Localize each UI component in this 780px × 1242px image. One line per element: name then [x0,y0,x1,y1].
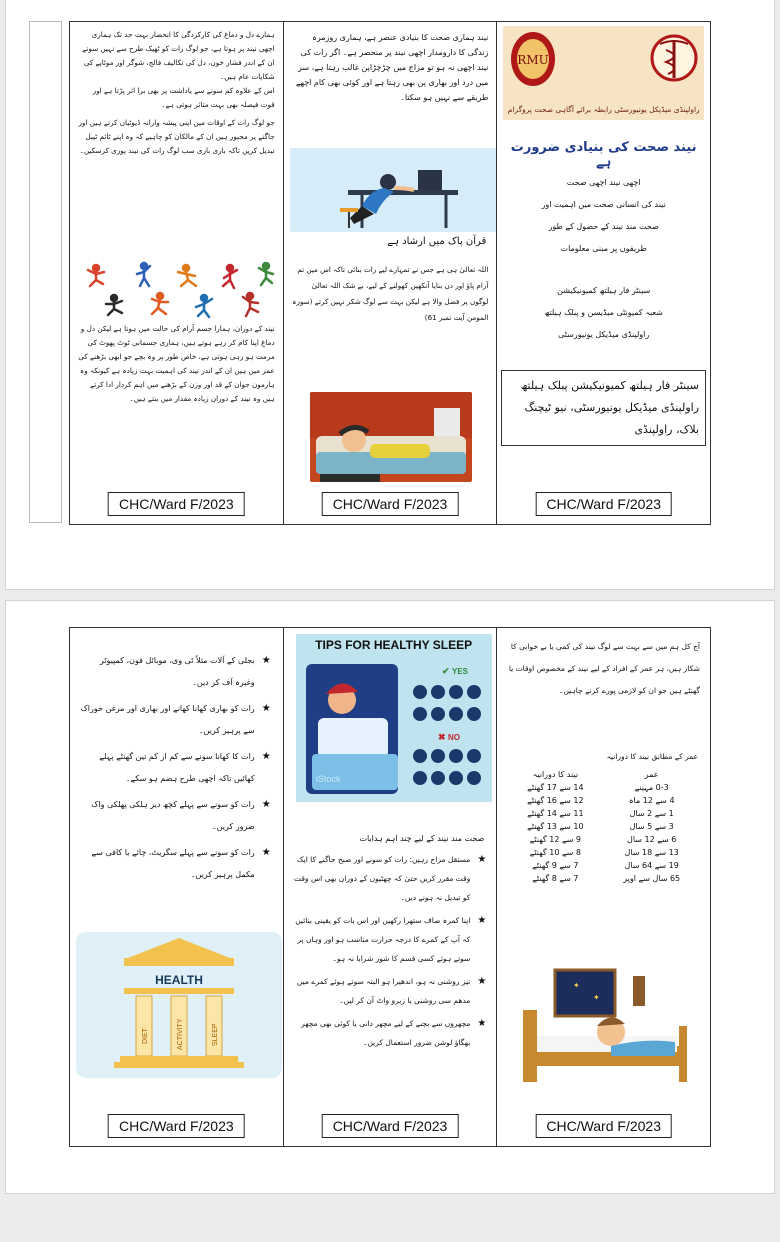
health-label: HEALTH [155,973,203,987]
tip-item [80,698,271,742]
svg-text:✦: ✦ [573,981,581,990]
star-bullet-icon: ★ [477,915,487,926]
sleep-duration-table [507,768,700,885]
image-title: TIPS FOR HEALTHY SLEEP [315,638,473,652]
health-pillars-image [76,932,282,1078]
table-row [507,781,700,794]
page-margin-strip [29,21,62,523]
table-row [507,833,700,846]
pillar-diet-label: DIET [142,1028,149,1044]
tips-healthy-sleep-image [296,634,492,802]
tip-text: رات کو سونے سے پہلے کچھ دیر ہلکی پھلکی واک ضرور کریں۔ [91,800,255,831]
brochure-title: نیند صحت کی بنیادی ضرورت ہے [510,140,697,170]
footer-code: CHC/Ward F/2023 [535,1114,672,1138]
subtitle-line: طریقوں پر مبنی معلومات [560,244,647,253]
table-row [507,872,700,885]
footer-code: CHC/Ward F/2023 [108,492,245,516]
pillar-sleep-label: SLEEP [212,1023,219,1046]
tip-text: مچھروں سے بچنے کے لیے مچھر دانی یا کوئی بھی مچھر بھگاؤ لوشن ضرور استعمال کریں۔ [301,1019,471,1047]
table-caption: عمر کے مطابق نیند کا دورانیہ [606,752,699,761]
age-cell: 6 سے 12 سال [627,835,677,844]
header-banner [503,26,704,120]
tip-text: رات کو سونے سے پہلے سگریٹ، چائے یا کافی سے مکمل پرہیز کریں۔ [91,848,255,879]
tip-text: بجلی کے آلات مثلاً ٹی وی، موبائل فون، کمپیوٹر وغیرہ آف کر دیں۔ [99,656,255,687]
sleep-cell: 7 سے 9 گھنٹے [532,861,579,870]
tip-item [80,842,271,886]
no-label: NO [447,733,460,742]
pillar-activity-label: ACTIVITY [177,1018,184,1050]
age-cell: 4 سے 12 ماہ [628,796,675,805]
svg-text:✖: ✖ [437,732,446,742]
tip-item [294,972,487,1010]
dept-line: شعبہ کمیونٹی میڈیسن و پبلک ہیلتھ [544,308,663,317]
tip-item [294,1014,487,1052]
tip-text: تیز روشنی نہ ہو، اندھیرا ہو البتہ سوتے ہوئے کمرے میں مدھم سی روشنی یا زیرو واٹ آن کر لیں۔ [296,977,471,1005]
sports-figures-image [84,256,280,320]
table-row [507,859,700,872]
tip-item [80,746,271,790]
brochure-page-1 [5,0,775,590]
table-row [507,820,700,833]
tip-text: مستقل مزاج رہیں: رات کو سونے اور صبح جاگنے کا ایک وقت مقرر کریں حتیٰ کہ چھٹیوں کے دوران بھی اس وقت کو تبدیل نہ ہونے دیں۔ [293,855,471,902]
org-name: راولپنڈی میڈیکل یونیورسٹی رابطہ برائے آگاہی صحت پروگرام [507,105,700,114]
age-cell: 1 سے 2 سال [629,809,674,818]
tip-text: اپنا کمرہ صاف ستھرا رکھیں اور اس بات کو یقینی بنائیں کہ آپ کے کمرے کا درجہ حرارت مناسب ہو اور وہاں پر سوتے ہوئے کسی قسم کا شور شرابا نہ ہو۔ [295,916,471,963]
age-cell: 0-3 مہینے [634,783,669,792]
panel-cover [496,22,710,524]
tip-text: رات کو بھاری کھانا کھانے اور بھاری اور مرغن خوراک سے پرہیز کریں۔ [80,704,255,735]
sleep-cell: 8 سے 10 گھنٹے [529,848,581,857]
table-row [507,794,700,807]
star-bullet-icon: ★ [477,976,487,987]
star-bullet-icon: ★ [261,751,271,762]
tip-item [80,650,271,694]
quran-verse: اللہ تعالیٰ ہی ہے جس نے تمہارے لیے رات بنائی تاکہ اس میں تم آرام پاؤ اور دن بنایا آنکھیں کھولنے کے لیے، بے شک اللہ تعالیٰ لوگوں پر فضل والا ہے لیکن بہت سے لوگ شکر نہیں کرتے (سورہ المومن آیت نمبر 61) [292,265,489,322]
panel-healthy-sleep-tips [283,628,497,1146]
footer-code: CHC/Ward F/2023 [535,492,672,516]
caduceus-logo [650,30,698,88]
footer-code: CHC/Ward F/2023 [322,1114,459,1138]
table-row [507,846,700,859]
paragraph: ہمارے دل و دماغ کی کارکردگی کا انحصار بہت حد تک ہماری اچھی نیند پر ہوتا ہے، جو لوگ رات کو ٹھیک طرح سے نہیں سوتے ان کے اندر فشار خون، دل کی تکالیف فالج، شوگر اور موٹاپے کی شکایات عام ہیں۔ [82,30,275,81]
column-header: عمر [644,770,659,779]
intro-paragraph: آج کل ہم میں سے بہت سے لوگ نیند کی کمی یا بے خوابی کا شکار ہیں، ہر عمر کے افراد کے لیے نیند کے مخصوص اوقات یا گھنٹے ہیں جو ان کو لازمی پورے کرنے چاہیں۔ [508,642,701,695]
section-heading: قرآن پاک میں ارشاد ہے [387,236,487,247]
sleeping-person-image [310,392,472,482]
star-bullet-icon: ★ [477,1018,487,1029]
trifold-outside [69,21,711,525]
dept-line: سینٹر فار ہیلتھ کمیونیکیشن [557,286,651,295]
table-row [507,807,700,820]
age-cell: 13 سے 18 سال [624,848,679,857]
tip-item [80,794,271,838]
subtitle-line: صحت مند نیند کے حصول کے طور [548,222,659,231]
tip-text: رات کا کھانا سونے سے کم از کم تین گھنٹے پہلے کھائیں تاکہ اچھی طرح ہضم ہو سکے۔ [99,752,255,783]
watermark: iStock [315,774,341,784]
column-header: نیند کا دورانیہ [532,770,579,779]
paragraph: جو لوگ رات کے اوقات میں اپنی پیشہ وارانہ ڈیوٹیاں کرتے ہیں اور جاگنے پر مجبور ہیں ان کے مالکان کو چاہیے کہ وہ اپنے ٹائم ٹیبل تبدیل کریں تاکہ باری باری سب لوگ رات کی نیند پوری کرسکیں۔ [78,118,275,155]
footer-code: CHC/Ward F/2023 [322,492,459,516]
star-bullet-icon: ★ [261,703,271,714]
svg-text:✔: ✔ [441,666,450,676]
sleep-cell: 11 سے 14 گھنٹے [527,809,584,818]
trifold-inside [69,627,711,1147]
sleepless-child-image [515,966,687,1090]
paragraph: نیند ہماری صحت کا بنیادی عنصر ہے، ہماری روزمرہ زندگی کا دارومدار اچھی نیند پر منحصر ہے۔ اگر رات کی نیند اچھی نہ ہو تو مزاج میں چڑچڑاپن غالب رہتا ہے، سر میں درد اور بھاری پن بھی رہتا ہے اور کوئی بھی کام اچھے طریقے سے نہیں ہو سکتا۔ [295,33,489,102]
panel-sleep-tips-continued [70,628,283,1146]
svg-text:✦: ✦ [593,993,601,1002]
brochure-page-2 [5,600,775,1194]
tips-intro: صحت مند نیند کے لیے چند اہم ہدایات [359,834,485,843]
tired-worker-desk-image [290,148,497,232]
sleep-cell: 12 سے 16 گھنٹے [527,796,584,805]
sleep-cell: 14 سے 17 گھنٹے [527,783,584,792]
panel-sleep-duration-by-age [496,628,710,1146]
subtitle-line: اچھی نیند اچھی صحت [566,178,641,187]
sleep-cell: 9 سے 12 گھنٹے [529,835,581,844]
star-bullet-icon: ★ [261,799,271,810]
age-cell: 65 سال سے اوپر [623,874,681,883]
panel-sleep-importance [283,22,497,524]
yes-label: YES [451,667,468,676]
paragraph: اس کے علاوہ کم سونے سے یاداشت پر بھی برا اثر پڑتا ہے اور قوت فیصلہ بھی بہت متاثر ہوتی ہے۔ [92,86,275,109]
address-box: سینٹر فار ہیلتھ کمیونیکیشن پبلک ہیلتھ راولپنڈی میڈیکل یونیورسٹی، نیو ٹیچنگ بلاک، راولپنڈی [501,370,706,446]
age-cell: 19 سے 64 سال [624,861,679,870]
rmu-logo [509,30,557,88]
star-bullet-icon: ★ [477,854,487,865]
star-bullet-icon: ★ [261,847,271,858]
tip-item [294,911,487,968]
panel-sleep-health-effects [70,22,283,524]
star-bullet-icon: ★ [261,655,271,666]
age-cell: 3 سے 5 سال [629,822,674,831]
dept-line: راولپنڈی میڈیکل یونیورسٹی [558,330,650,339]
footer-code: CHC/Ward F/2023 [108,1114,245,1138]
rmu-logo-text: RMU [517,53,550,67]
paragraph: نیند کے دوران، ہمارا جسم آرام کی حالت میں ہوتا ہے لیکن دل و دماغ اپنا کام کر رہے ہوتے ہیں، ہماری جسمانی ٹوٹ پھوٹ کی مرمت ہو رہی ہوتی ہے، خاص طور پر وہ بچے جو ابھی بڑھنے کی عمر میں ہیں ان کے اندر نیند کی اہمیت بہت زیادہ ہے کیونکہ وہ ہارمون جوان کے قد اور وزن کے بڑھنے میں اہم کردار ادا کرتے ہیں وہ نیند کے دوران زیادہ مقدار میں بنتے ہیں۔ [78,324,275,403]
tip-item [294,850,487,907]
sleep-cell: 7 سے 8 گھنٹے [532,874,579,883]
subtitle-line: نیند کی انسانی صحت میں اہمیت اور [541,200,666,209]
sleep-cell: 10 سے 13 گھنٹے [527,822,584,831]
